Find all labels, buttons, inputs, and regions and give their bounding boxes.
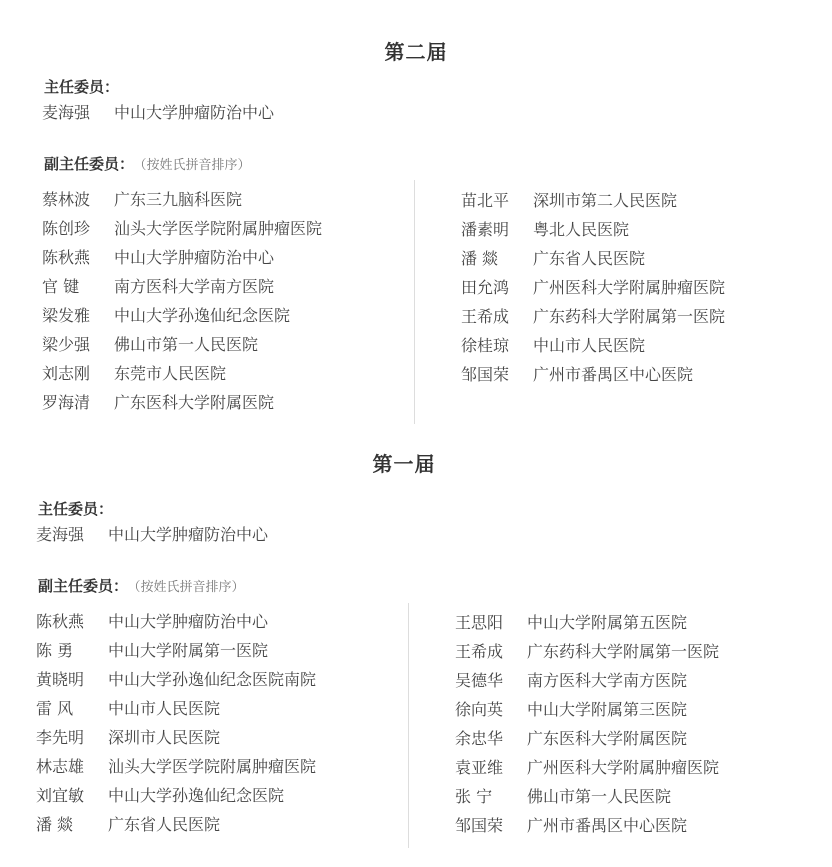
member-row xyxy=(455,782,671,811)
deputy-label xyxy=(38,575,245,596)
member-name: 陈秋燕 xyxy=(36,612,85,631)
member-org: 中山大学肿瘤防治中心 xyxy=(108,612,269,631)
member-org: 佛山市第一人民医院 xyxy=(114,335,259,354)
member-row xyxy=(42,243,274,272)
member-org: 南方医科大学南方医院 xyxy=(114,277,275,296)
member-row xyxy=(36,781,284,810)
member-row xyxy=(455,637,719,666)
term-first xyxy=(0,448,832,863)
member-org: 中山大学肿瘤防治中心 xyxy=(108,525,269,544)
member-name: 潘 燚 xyxy=(461,249,499,268)
member-row xyxy=(36,607,268,636)
member-org: 广东省人民医院 xyxy=(108,815,221,834)
member-name: 王思阳 xyxy=(455,613,504,632)
member-name: 潘素明 xyxy=(461,220,510,239)
member-name: 官 键 xyxy=(42,277,80,296)
member-name: 陈 勇 xyxy=(36,641,74,660)
column-divider xyxy=(414,180,415,424)
member-name: 张 宁 xyxy=(455,787,493,806)
member-row xyxy=(36,810,220,839)
member-name: 苗北平 xyxy=(461,191,510,210)
member-org: 广东医科大学附属医院 xyxy=(114,393,275,412)
member-name: 吴德华 xyxy=(455,671,504,690)
member-row xyxy=(455,608,687,637)
member-row xyxy=(42,388,274,417)
deputy-label xyxy=(44,153,251,174)
member-row xyxy=(36,636,268,665)
member-name: 王希成 xyxy=(455,642,504,661)
member-name: 梁少强 xyxy=(42,335,91,354)
member-org: 中山大学孙逸仙纪念医院南院 xyxy=(108,670,317,689)
director-row xyxy=(36,520,268,549)
member-org: 深圳市人民医院 xyxy=(108,728,221,747)
term-title: 第二届 xyxy=(384,40,448,64)
member-row xyxy=(42,214,322,243)
member-row xyxy=(455,753,719,782)
term-title: 第一届 xyxy=(372,452,436,476)
member-row xyxy=(461,186,677,215)
member-row xyxy=(455,724,687,753)
member-name: 徐向英 xyxy=(455,700,504,719)
member-row xyxy=(42,301,290,330)
member-name: 陈创珍 xyxy=(42,219,91,238)
member-row xyxy=(461,302,725,331)
member-org: 广东药科大学附属第一医院 xyxy=(527,642,720,661)
member-org: 广东省人民医院 xyxy=(533,249,646,268)
director-row xyxy=(42,98,274,127)
member-org: 中山大学附属第五医院 xyxy=(527,613,688,632)
member-org: 汕头大学医学院附属肿瘤医院 xyxy=(114,219,323,238)
member-org: 中山大学孙逸仙纪念医院 xyxy=(108,786,285,805)
member-row xyxy=(36,752,316,781)
term-second xyxy=(0,36,832,426)
member-org: 广东三九脑科医院 xyxy=(114,190,243,209)
member-org: 东莞市人民医院 xyxy=(114,364,227,383)
member-row xyxy=(461,331,645,360)
member-org: 中山大学附属第一医院 xyxy=(108,641,269,660)
member-name: 麦海强 xyxy=(36,525,85,544)
member-name: 蔡林波 xyxy=(42,190,91,209)
member-org: 中山市人民医院 xyxy=(533,336,646,355)
member-row xyxy=(42,185,242,214)
member-name: 刘宜敏 xyxy=(36,786,85,805)
member-row xyxy=(36,665,316,694)
member-row xyxy=(461,273,725,302)
member-row xyxy=(42,330,258,359)
member-org: 广州市番禺区中心医院 xyxy=(533,365,694,384)
member-name: 余忠华 xyxy=(455,729,504,748)
director-label: 主任委员： xyxy=(44,78,120,96)
member-org: 广东药科大学附属第一医院 xyxy=(533,307,726,326)
member-row xyxy=(42,272,274,301)
member-row xyxy=(455,695,687,724)
member-name: 袁亚维 xyxy=(455,758,504,777)
member-row xyxy=(461,215,629,244)
member-name: 雷 风 xyxy=(36,699,74,718)
member-org: 中山大学附属第三医院 xyxy=(527,700,688,719)
column-divider xyxy=(408,603,409,848)
member-org: 中山大学肿瘤防治中心 xyxy=(114,248,275,267)
member-name: 刘志刚 xyxy=(42,364,91,383)
member-name: 王希成 xyxy=(461,307,510,326)
member-org: 广州医科大学附属肿瘤医院 xyxy=(527,758,720,777)
member-org: 广州医科大学附属肿瘤医院 xyxy=(533,278,726,297)
member-org: 佛山市第一人民医院 xyxy=(527,787,672,806)
member-org: 汕头大学医学院附属肿瘤医院 xyxy=(108,757,317,776)
member-org: 中山大学肿瘤防治中心 xyxy=(114,103,275,122)
member-name: 林志雄 xyxy=(36,757,85,776)
member-org: 广东医科大学附属医院 xyxy=(527,729,688,748)
member-name: 陈秋燕 xyxy=(42,248,91,267)
member-name: 邹国荣 xyxy=(461,365,510,384)
member-row xyxy=(42,359,226,388)
member-name: 邹国荣 xyxy=(455,816,504,835)
member-name: 麦海强 xyxy=(42,103,91,122)
member-name: 潘 燚 xyxy=(36,815,74,834)
member-name: 黄晓明 xyxy=(36,670,85,689)
member-row xyxy=(36,694,220,723)
member-name: 罗海清 xyxy=(42,393,91,412)
sort-note: （按姓氏拼音排序） xyxy=(140,158,251,173)
member-row xyxy=(455,811,687,840)
member-org: 南方医科大学南方医院 xyxy=(527,671,688,690)
sort-note: （按姓氏拼音排序） xyxy=(134,580,245,595)
member-row xyxy=(455,666,687,695)
member-org: 深圳市第二人民医院 xyxy=(533,191,678,210)
member-name: 梁发雅 xyxy=(42,306,91,325)
member-row xyxy=(461,244,645,273)
member-name: 徐桂琼 xyxy=(461,336,510,355)
member-row xyxy=(461,360,693,389)
member-org: 中山市人民医院 xyxy=(108,699,221,718)
director-label: 主任委员： xyxy=(38,500,114,518)
member-row xyxy=(36,723,220,752)
deputy-label-text: 副主任委员： xyxy=(44,155,135,173)
member-name: 李先明 xyxy=(36,728,85,747)
member-name: 田允鸿 xyxy=(461,278,510,297)
member-org: 广州市番禺区中心医院 xyxy=(527,816,688,835)
member-org: 粤北人民医院 xyxy=(533,220,630,239)
member-org: 中山大学孙逸仙纪念医院 xyxy=(114,306,291,325)
deputy-label-text: 副主任委员： xyxy=(38,577,129,595)
